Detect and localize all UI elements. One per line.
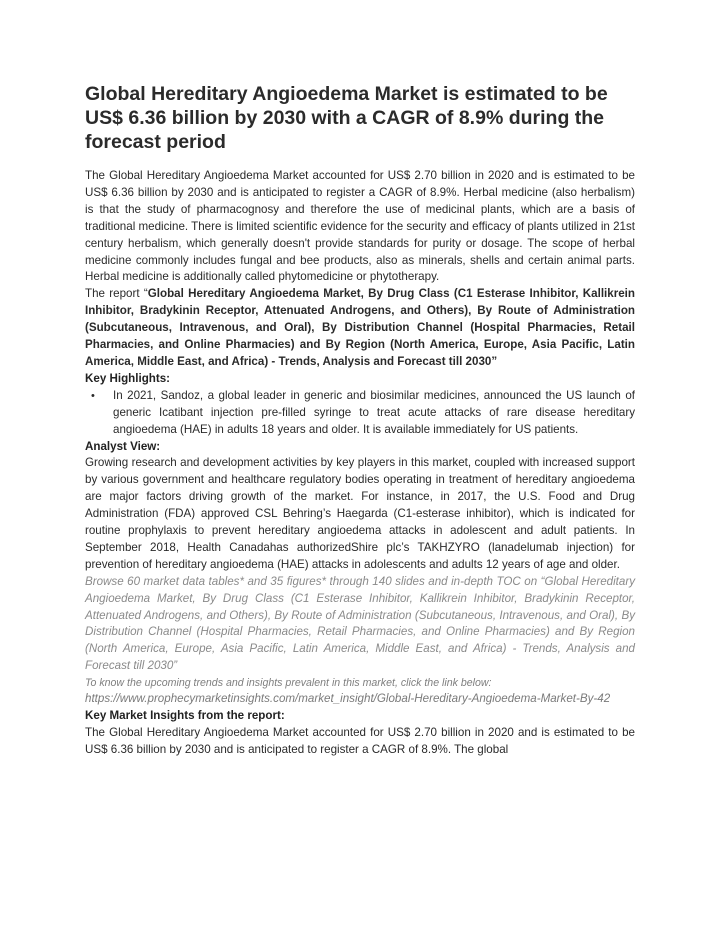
list-item — [91, 388, 635, 439]
report-prefix: The report “ — [85, 287, 148, 301]
browse-text: Browse 60 market data tables* and 35 figures* through 140 slides and in-depth TOC on “Global Hereditary Angioedema Market, By Drug Class (C1 Esterase Inhibitor, Kallikrein Inhibitor, Bradykinin Receptor, Attenuated Androgens, and Others), By Route of Administration (Subcutaneous, Intravenous, and Oral), By Distribution Channel (Hospital Pharmacies, Retail Pharmacies, and Online Pharmacies) and By Region (North America, Europe, Asia Pacific, Latin America, Middle East, and Africa) - Trends, Analysis and Forecast till 2030” — [85, 574, 635, 673]
analyst-view-text: Growing research and development activities by key players in this market, coupled with increased support by various government and healthcare regulatory bodies operating in treatment of hereditary angioedema are major factors driving growth of the market. For instance, in 2017, the U.S. Food and Drug Administration (FDA) approved CSL Behring’s Haegarda (C1-esterase inhibitor), which is indicated for routine prophylaxis to prevent hereditary angioedema attacks in adolescent and adult patients. In September 2018, Health Canadahas authorizedShire plc’s TAKHZYRO (lanadelumab injection) for prevention of hereditary angioedema (HAE) attacks in adolescents and adults 12 years of age and older. — [85, 456, 635, 571]
page-title: Global Hereditary Angioedema Market is estimated to be US$ 6.36 billion by 2030 with a CAGR of 8.9% during the forecast period — [85, 83, 608, 153]
key-highlights-list — [85, 388, 635, 439]
document-page — [85, 82, 635, 759]
market-report-link[interactable]: https://www.prophecymarketinsights.com/market_insight/Global-Hereditary-Angioedema-Market-By-42 — [85, 692, 611, 706]
highlight-text: In 2021, Sandoz, a global leader in generic and biosimilar medicines, announced the US launch of generic Icatibant injection pre-filled syringe to treat acute attacks of rare disease hereditary angioedema (HAE) in adults 18 years and older. It is available immediately for US patients. — [113, 388, 635, 436]
bullet-icon: • — [91, 389, 95, 402]
report-paragraph — [85, 286, 635, 371]
analyst-view-heading: Analyst View: — [85, 439, 161, 453]
key-highlights-heading: Key Highlights: — [85, 371, 171, 385]
know-more-text: To know the upcoming trends and insights prevalent in this market, click the link below: — [85, 677, 492, 690]
key-market-insights-text: The Global Hereditary Angioedema Market accounted for US$ 2.70 billion in 2020 and is estimated to be US$ 6.36 billion by 2030 and is anticipated to register a CAGR of 8.9%. The global — [85, 726, 635, 756]
intro-paragraph: The Global Hereditary Angioedema Market accounted for US$ 2.70 billion in 2020 and is estimated to be US$ 6.36 billion by 2030 and is anticipated to register a CAGR of 8.9%. Herbal medicine (also herbalism) is that the study of pharmacognosy and therefore the use of medicinal plants, which are a basis of traditional medicine. There is limited scientific evidence for the security and efficacy of plants utilized in 21st century herbalism, which generally doesn't provide standards for purity or dosage. The scope of herbal medicine commonly includes fungal and bee products, also as minerals, shells and certain animal parts. Herbal medicine is additionally called phytomedicine or phytotherapy. — [85, 169, 635, 284]
key-market-insights-heading: Key Market Insights from the report: — [85, 709, 285, 723]
report-title: Global Hereditary Angioedema Market, By Drug Class (C1 Esterase Inhibitor, Kallikrein Inhibitor, Bradykinin Receptor, Attenuated Androgens, and Others), By Route of Administration (Subcutaneous, Intravenous, and Oral), By Distribution Channel (Hospital Pharmacies, Retail Pharmacies, and Online Pharmacies) and By Region (North America, Europe, Asia Pacific, Latin America, Middle East, and Africa) - Trends, Analysis and Forecast till 2030” — [85, 287, 635, 368]
